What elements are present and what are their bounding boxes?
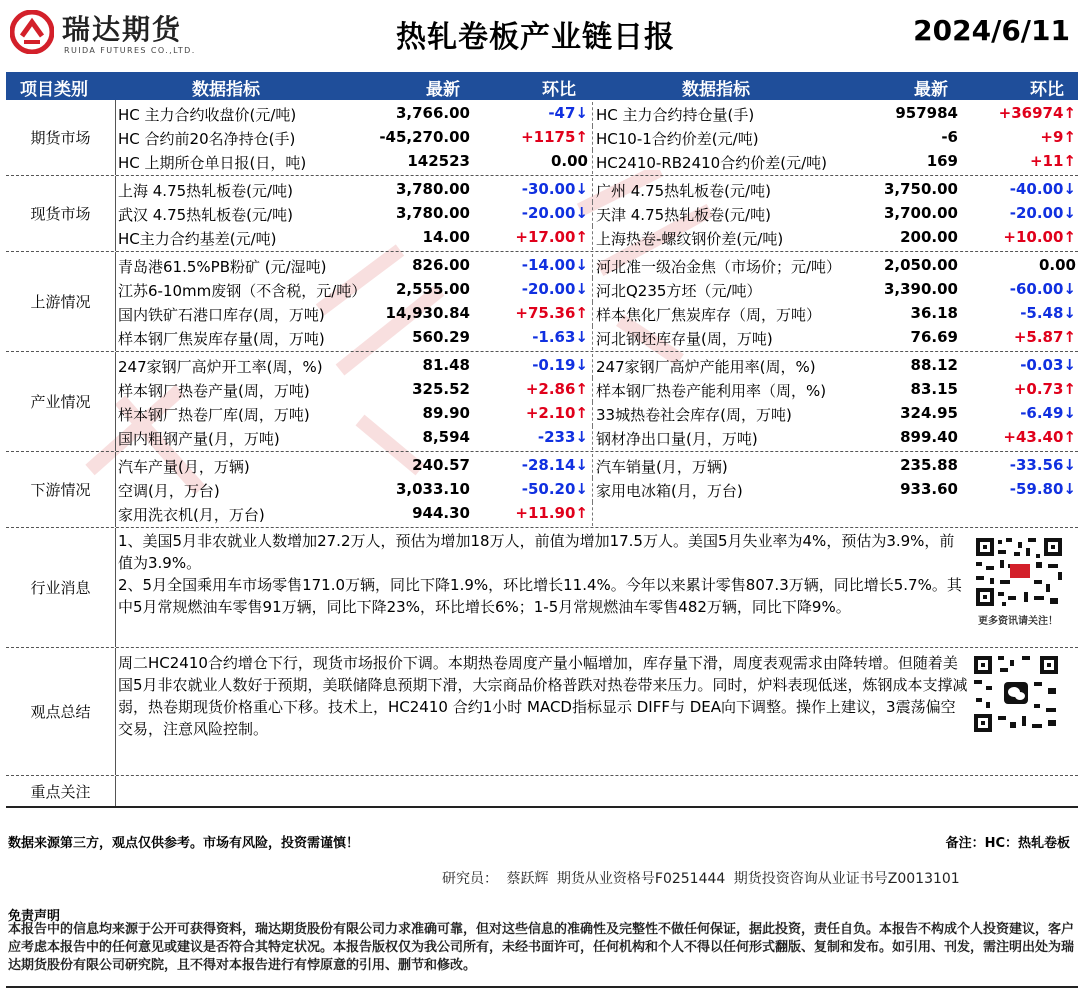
indicator-name: 空调(月，万台) bbox=[118, 482, 220, 500]
table-row bbox=[6, 354, 1078, 378]
change-value: +2.86↑ bbox=[525, 380, 588, 398]
latest-value: 899.40 bbox=[900, 428, 958, 446]
table-row bbox=[6, 178, 1078, 202]
indicator-name: 天津 4.75热轧板卷(元/吨) bbox=[596, 206, 771, 224]
indicator-name: 样本钢厂热卷产量(周，万吨) bbox=[118, 382, 310, 400]
news-category: 行业消息 bbox=[6, 528, 116, 647]
report-date: 2024/6/11 bbox=[913, 14, 1070, 47]
section-category: 上游情况 bbox=[6, 252, 116, 351]
latest-value: 826.00 bbox=[412, 256, 470, 274]
latest-value: 3,033.10 bbox=[395, 480, 470, 498]
table-row bbox=[6, 302, 1078, 326]
indicator-name: HC 上期所仓单日报(日，吨) bbox=[118, 154, 307, 172]
indicator-name: 河北Q235方坯（元/吨） bbox=[596, 282, 762, 300]
latest-value: 560.29 bbox=[412, 328, 470, 346]
ruida-logo-icon bbox=[10, 10, 54, 54]
source-note: 数据来源第三方，观点仅供参考。市场有风险，投资需谨慎！ bbox=[8, 836, 360, 851]
bottom-divider bbox=[6, 986, 1078, 988]
col-latest-2: 最新 bbox=[914, 80, 948, 100]
latest-value: -6 bbox=[941, 128, 958, 146]
table-row bbox=[6, 502, 1078, 526]
indicator-name: 河北钢坯库存量(周，万吨) bbox=[596, 330, 773, 348]
indicator-name: 样本焦化厂焦炭库存（周，万吨） bbox=[596, 306, 822, 324]
table-row bbox=[6, 326, 1078, 350]
change-value: -40.00↓ bbox=[1009, 180, 1076, 198]
disclaimer-text: 本报告中的信息均来源于公开可获得资料，瑞达期货股份有限公司力求准确可靠，但对这些信息的准确性及完整性不做任何保证，据此投资，责任自负。本报告不构成个人投资建议，客户应考虑本报告中的任何意见或建议是否符合其特定状况。本报告版权仅为我公司所有，未经书面许可，任何机构和个人不得以任何形式翻版、复制和发布。如引用、刊发，需注明出处为瑞达期货股份有限公司研究院，且不得对本报告进行有悖原意的引用、删节和修改。 bbox=[8, 922, 1075, 973]
indicator-name: 家用电冰箱(月，万台) bbox=[596, 482, 743, 500]
opinion-text: 周二HC2410合约增仓下行，现货市场报价下调。本期热卷周度产量小幅增加，库存量下滑，周度表观需求由降转增。但随着美国5月非农就业人数好于预期，美联储降息预期下滑，大宗商品价格普跌对热卷带来压力。同时，炉料表现低迷，炼钢成本支撑减弱，热卷期现货价格重心下移。技术上，HC2410 合约1小时 MACD指标显示 DIFF与 DEA向下调整。操作上建议，3震荡偏空交易，注意风险控制。 bbox=[118, 654, 968, 738]
latest-value: 14,930.84 bbox=[385, 304, 470, 322]
disclaimer-title: 免责声明 bbox=[8, 909, 61, 924]
column-divider bbox=[592, 126, 593, 150]
indicator-name: 汽车销量(月，万辆) bbox=[596, 458, 728, 476]
remark-note: 备注：HC：热轧卷板 bbox=[945, 836, 1070, 851]
col-indicator-1: 数据指标 bbox=[192, 80, 260, 100]
latest-value: 2,555.00 bbox=[395, 280, 470, 298]
change-value: -20.00↓ bbox=[1009, 204, 1076, 222]
column-divider bbox=[592, 502, 593, 526]
section-category: 产业情况 bbox=[6, 352, 116, 451]
latest-value: 76.69 bbox=[910, 328, 958, 346]
change-value: -28.14↓ bbox=[521, 456, 588, 474]
change-value: +2.10↑ bbox=[525, 404, 588, 422]
latest-value: 933.60 bbox=[900, 480, 958, 498]
change-value: -1.63↓ bbox=[532, 328, 588, 346]
table-section bbox=[6, 176, 1078, 252]
indicator-name: 样本钢厂焦炭库存量(周，万吨) bbox=[118, 330, 325, 348]
change-value: +9↑ bbox=[1040, 128, 1076, 146]
change-value: +11.90↑ bbox=[515, 504, 588, 522]
table-row bbox=[6, 278, 1078, 302]
indicator-name: 国内粗钢产量(月，万吨) bbox=[118, 430, 280, 448]
report-title: 热轧卷板产业链日报 bbox=[396, 20, 675, 55]
latest-value: 3,780.00 bbox=[395, 204, 470, 222]
opinion-category: 观点总结 bbox=[6, 648, 116, 775]
news-section bbox=[6, 528, 1078, 648]
latest-value: 89.90 bbox=[422, 404, 470, 422]
opinion-section bbox=[6, 648, 1078, 776]
table-row bbox=[6, 202, 1078, 226]
change-value: 0.00 bbox=[1038, 256, 1076, 274]
table-row bbox=[6, 226, 1078, 250]
change-value: +10.00↑ bbox=[1003, 228, 1076, 246]
column-divider bbox=[592, 302, 593, 326]
change-value: +0.73↑ bbox=[1013, 380, 1076, 398]
latest-value: 957984 bbox=[895, 104, 958, 122]
latest-value: 36.18 bbox=[910, 304, 958, 322]
column-divider bbox=[592, 178, 593, 202]
table-section bbox=[6, 100, 1078, 176]
column-divider bbox=[592, 254, 593, 278]
indicator-name: HC 主力合约收盘价(元/吨) bbox=[118, 106, 297, 124]
logo-cn-text: 瑞达期货 bbox=[62, 13, 183, 46]
change-value: -59.80↓ bbox=[1009, 480, 1076, 498]
change-value: -0.03↓ bbox=[1020, 356, 1076, 374]
section-category: 下游情况 bbox=[6, 452, 116, 527]
analyst-info: 研究员： 蔡跃辉 期货从业资格号F0251444 期货投资咨询从业证书号Z0013101 bbox=[442, 871, 960, 887]
change-value: +43.40↑ bbox=[1003, 428, 1076, 446]
table-row bbox=[6, 150, 1078, 174]
change-value: -6.49↓ bbox=[1020, 404, 1076, 422]
indicator-name: 247家钢厂高炉产能用率(周，%) bbox=[596, 358, 816, 376]
latest-value: 81.48 bbox=[422, 356, 470, 374]
latest-value: 3,700.00 bbox=[883, 204, 958, 222]
latest-value: -45,270.00 bbox=[379, 128, 470, 146]
indicator-name: HC 主力合约持仓量(手) bbox=[596, 106, 755, 124]
indicator-name: 广州 4.75热轧板卷(元/吨) bbox=[596, 182, 771, 200]
latest-value: 3,766.00 bbox=[395, 104, 470, 122]
indicator-name: 样本钢厂热卷厂库(周，万吨) bbox=[118, 406, 310, 424]
change-value: +17.00↑ bbox=[515, 228, 588, 246]
focus-category: 重点关注 bbox=[6, 776, 116, 806]
section-category: 期货市场 bbox=[6, 100, 116, 175]
table-row bbox=[6, 426, 1078, 450]
change-value: +1175↑ bbox=[521, 128, 588, 146]
company-logo bbox=[10, 8, 210, 58]
focus-section bbox=[6, 776, 1078, 808]
wechat-qr-code-icon bbox=[972, 654, 1060, 734]
change-value: +36974↑ bbox=[998, 104, 1076, 122]
qr-code-icon bbox=[974, 536, 1064, 608]
latest-value: 88.12 bbox=[910, 356, 958, 374]
indicator-name: HC 合约前20名净持仓(手) bbox=[118, 130, 296, 148]
indicator-name: 武汉 4.75热轧板卷(元/吨) bbox=[118, 206, 293, 224]
column-divider bbox=[592, 454, 593, 478]
change-value: -233↓ bbox=[537, 428, 588, 446]
column-divider bbox=[592, 150, 593, 174]
column-divider bbox=[592, 354, 593, 378]
col-category: 项目类别 bbox=[20, 80, 88, 100]
latest-value: 2,050.00 bbox=[883, 256, 958, 274]
latest-value: 240.57 bbox=[412, 456, 470, 474]
latest-value: 324.95 bbox=[900, 404, 958, 422]
indicator-name: 247家钢厂高炉开工率(周，%) bbox=[118, 358, 323, 376]
table-row bbox=[6, 478, 1078, 502]
table-header bbox=[6, 72, 1078, 100]
latest-value: 200.00 bbox=[900, 228, 958, 246]
table-body bbox=[6, 100, 1078, 528]
indicator-name: 上海热卷-螺纹钢价差(元/吨) bbox=[596, 230, 784, 248]
indicator-name: 钢材净出口量(月，万吨) bbox=[596, 430, 758, 448]
table-row bbox=[6, 102, 1078, 126]
indicator-name: 河北准一级冶金焦（市场价；元/吨） bbox=[596, 258, 842, 276]
table-row bbox=[6, 454, 1078, 478]
table-section bbox=[6, 452, 1078, 528]
column-divider bbox=[592, 278, 593, 302]
latest-value: 3,750.00 bbox=[883, 180, 958, 198]
latest-value: 142523 bbox=[407, 152, 470, 170]
section-category: 现货市场 bbox=[6, 176, 116, 251]
table-row bbox=[6, 378, 1078, 402]
indicator-name: 33城热卷社会库存(周，万吨) bbox=[596, 406, 792, 424]
qr-caption: 更多资讯请关注！ bbox=[978, 616, 1058, 627]
change-value: -50.20↓ bbox=[521, 480, 588, 498]
table-row bbox=[6, 402, 1078, 426]
change-value: +11↑ bbox=[1029, 152, 1076, 170]
column-divider bbox=[592, 478, 593, 502]
column-divider bbox=[592, 426, 593, 450]
indicator-name: HC2410-RB2410合约价差(元/吨) bbox=[596, 154, 827, 172]
col-latest-1: 最新 bbox=[426, 80, 460, 100]
col-change-1: 环比 bbox=[542, 80, 576, 100]
column-divider bbox=[592, 326, 593, 350]
change-value: -30.00↓ bbox=[521, 180, 588, 198]
indicator-name: 样本钢厂热卷产能利用率（周，%) bbox=[596, 382, 827, 400]
logo-en-text: RUIDA FUTURES CO.,LTD. bbox=[64, 46, 196, 55]
change-value: -0.19↓ bbox=[532, 356, 588, 374]
indicator-name: 青岛港61.5%PB粉矿 (元/湿吨) bbox=[118, 258, 327, 276]
latest-value: 169 bbox=[926, 152, 958, 170]
table-row bbox=[6, 254, 1078, 278]
col-indicator-2: 数据指标 bbox=[682, 80, 750, 100]
column-divider bbox=[592, 378, 593, 402]
column-divider bbox=[592, 226, 593, 250]
table-row bbox=[6, 126, 1078, 150]
change-value: -5.48↓ bbox=[1020, 304, 1076, 322]
change-value: +75.36↑ bbox=[515, 304, 588, 322]
latest-value: 8,594 bbox=[422, 428, 470, 446]
indicator-name: 上海 4.75热轧板卷(元/吨) bbox=[118, 182, 293, 200]
indicator-name: HC主力合约基差(元/吨) bbox=[118, 230, 277, 248]
data-table bbox=[6, 72, 1078, 808]
latest-value: 3,780.00 bbox=[395, 180, 470, 198]
indicator-name: HC10-1合约价差(元/吨) bbox=[596, 130, 759, 148]
column-divider bbox=[592, 402, 593, 426]
latest-value: 235.88 bbox=[900, 456, 958, 474]
latest-value: 3,390.00 bbox=[883, 280, 958, 298]
change-value: -47↓ bbox=[548, 104, 588, 122]
change-value: -20.00↓ bbox=[521, 280, 588, 298]
table-section bbox=[6, 352, 1078, 452]
column-divider bbox=[592, 102, 593, 126]
change-value: 0.00 bbox=[550, 152, 588, 170]
latest-value: 83.15 bbox=[910, 380, 958, 398]
change-value: -60.00↓ bbox=[1009, 280, 1076, 298]
change-value: -33.56↓ bbox=[1009, 456, 1076, 474]
news-text: 1、美国5月非农就业人数增加27.2万人，预估为增加18万人，前值为增加17.5万人。美国5月失业率为4%，预估为3.9%，前值为3.9%。 2、5月全国乘用车市场零售171.0万辆，同比下降1.9%，环比增长11.4%。今年以来累计零售807.3万辆，同比增长5.7%。其中5月常规燃油车零售91万辆，同比下降23%，环比增长6%；1-5月常规燃油车零售482万辆，同比下降9%。 bbox=[118, 532, 962, 616]
latest-value: 325.52 bbox=[412, 380, 470, 398]
table-section bbox=[6, 252, 1078, 352]
change-value: +5.87↑ bbox=[1013, 328, 1076, 346]
col-change-2: 环比 bbox=[1030, 80, 1064, 100]
indicator-name: 汽车产量(月，万辆) bbox=[118, 458, 250, 476]
indicator-name: 家用洗衣机(月，万台) bbox=[118, 506, 265, 524]
change-value: -20.00↓ bbox=[521, 204, 588, 222]
indicator-name: 江苏6-10mm废钢（不含税，元/吨） bbox=[118, 282, 367, 300]
latest-value: 14.00 bbox=[422, 228, 470, 246]
column-divider bbox=[592, 202, 593, 226]
indicator-name: 国内铁矿石港口库存(周，万吨) bbox=[118, 306, 325, 324]
report-header bbox=[0, 0, 1084, 66]
change-value: -14.00↓ bbox=[521, 256, 588, 274]
latest-value: 944.30 bbox=[412, 504, 470, 522]
